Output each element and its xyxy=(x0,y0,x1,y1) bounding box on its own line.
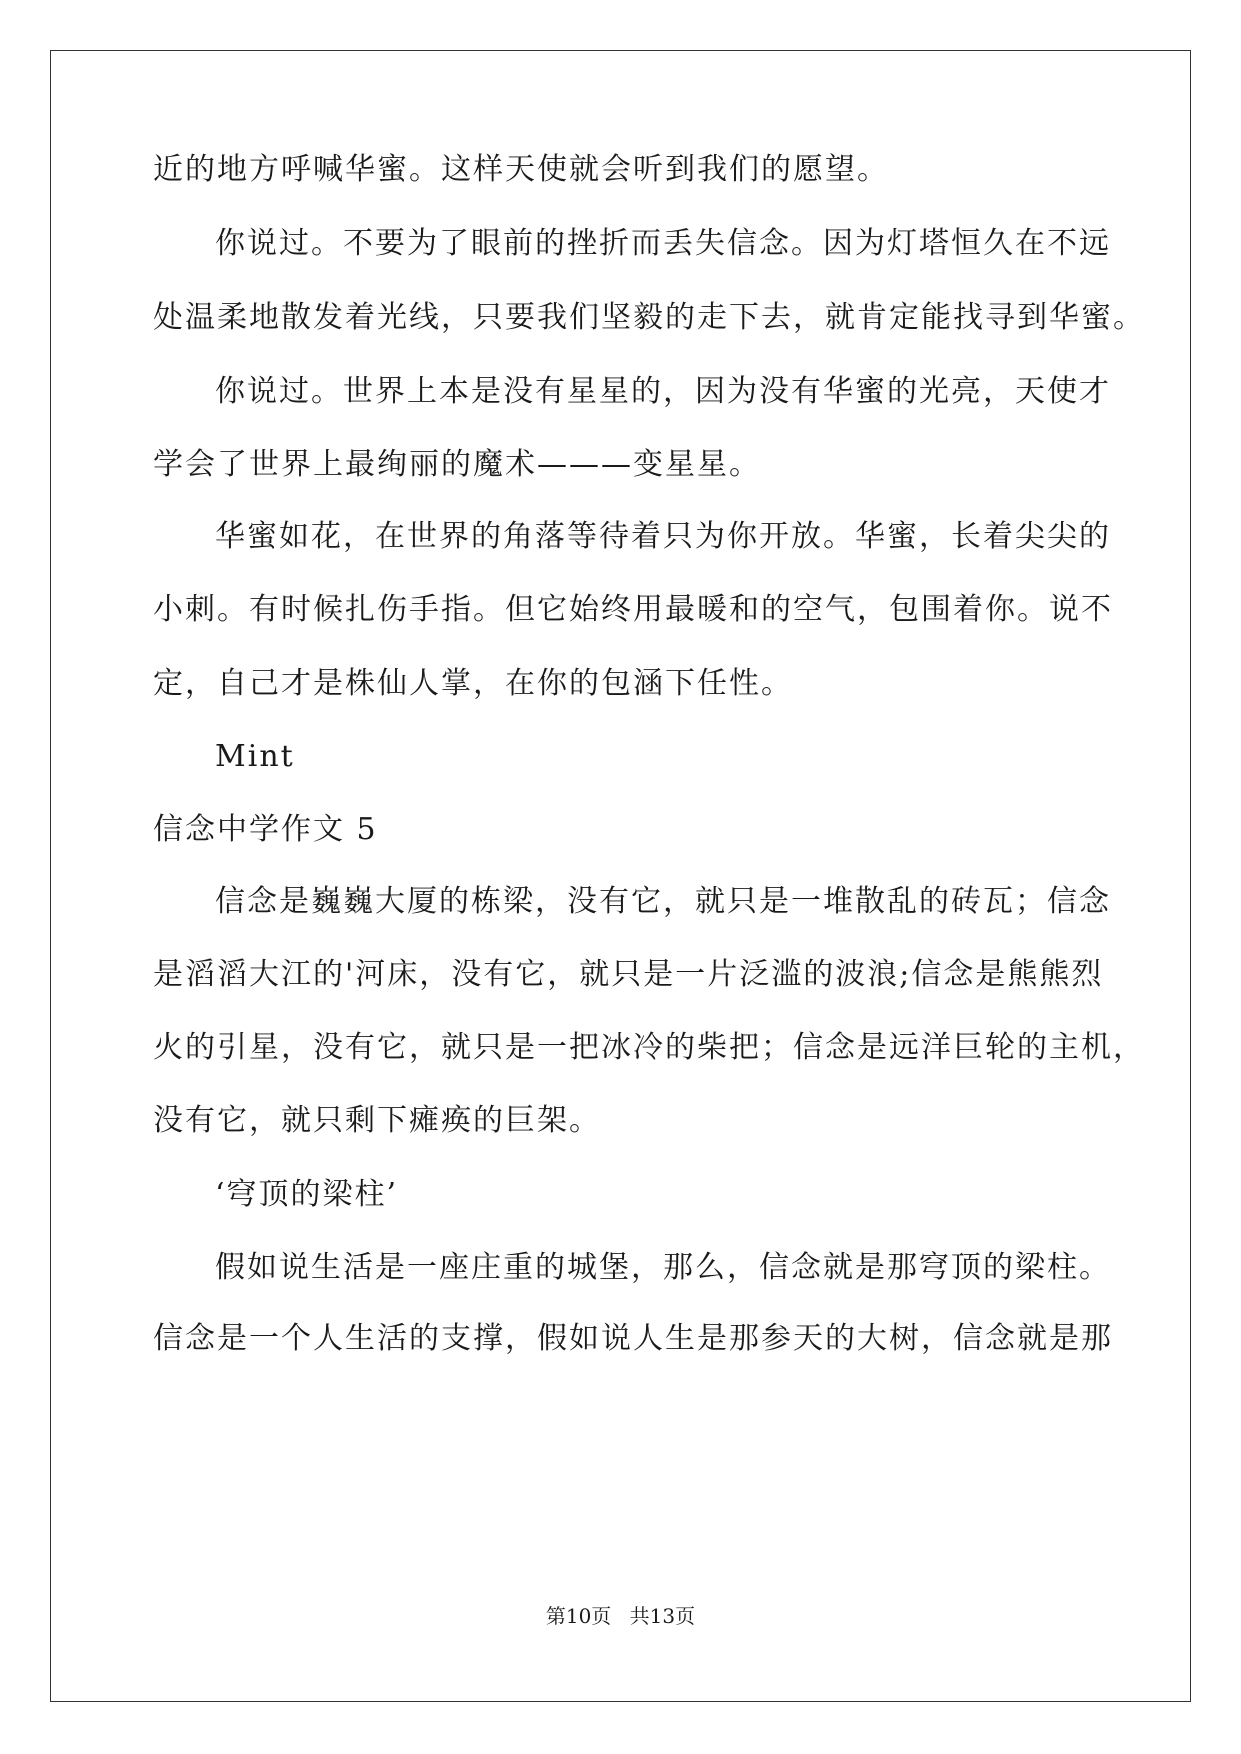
section-heading: 信念中学作文 5 xyxy=(153,812,378,847)
text-line: 近的地方呼喊华蜜。这样天使就会听到我们的愿望。 xyxy=(153,152,889,187)
subheading-line: ‘穹顶的梁柱’ xyxy=(215,1177,399,1212)
page-border xyxy=(50,50,1191,1702)
text-line: 火的引星，没有它，就只是一把冰冷的柴把；信念是远洋巨轮的主机， xyxy=(153,1030,1145,1065)
page-total: 共13页 xyxy=(629,1604,696,1628)
text-line: 学会了世界上最绚丽的魔术———变星星。 xyxy=(153,447,761,482)
text-line: 处温柔地散发着光线，只要我们坚毅的走下去，就肯定能找寻到华蜜。 xyxy=(153,300,1145,335)
text-line: 小刺。有时候扎伤手指。但它始终用最暖和的空气，包围着你。说不 xyxy=(153,592,1113,627)
text-line: 是滔滔大江的'河床，没有它，就只是一片泛滥的波浪;信念是熊熊烈 xyxy=(153,957,1104,992)
text-line: 你说过。不要为了眼前的挫折而丢失信念。因为灯塔恒久在不远 xyxy=(215,226,1111,261)
text-line: 定，自己才是株仙人掌，在你的包涵下任性。 xyxy=(153,666,793,701)
text-line: 你说过。世界上本是没有星星的，因为没有华蜜的光亮，天使才 xyxy=(215,374,1111,409)
text-line: 信念是巍巍大厦的栋梁，没有它，就只是一堆散乱的砖瓦；信念 xyxy=(215,884,1111,919)
page-footer xyxy=(0,1604,1241,1628)
page-number: 第10页 xyxy=(545,1604,612,1628)
text-line: 华蜜如花，在世界的角落等待着只为你开放。华蜜，长着尖尖的 xyxy=(215,519,1111,554)
text-line: 信念是一个人生活的支撑，假如说人生是那参天的大树，信念就是那 xyxy=(153,1321,1113,1356)
text-line: 假如说生活是一座庄重的城堡，那么，信念就是那穹顶的梁柱。 xyxy=(215,1250,1111,1285)
signature-line: Mint xyxy=(215,739,295,774)
text-line: 没有它，就只剩下瘫痪的巨架。 xyxy=(153,1103,601,1138)
